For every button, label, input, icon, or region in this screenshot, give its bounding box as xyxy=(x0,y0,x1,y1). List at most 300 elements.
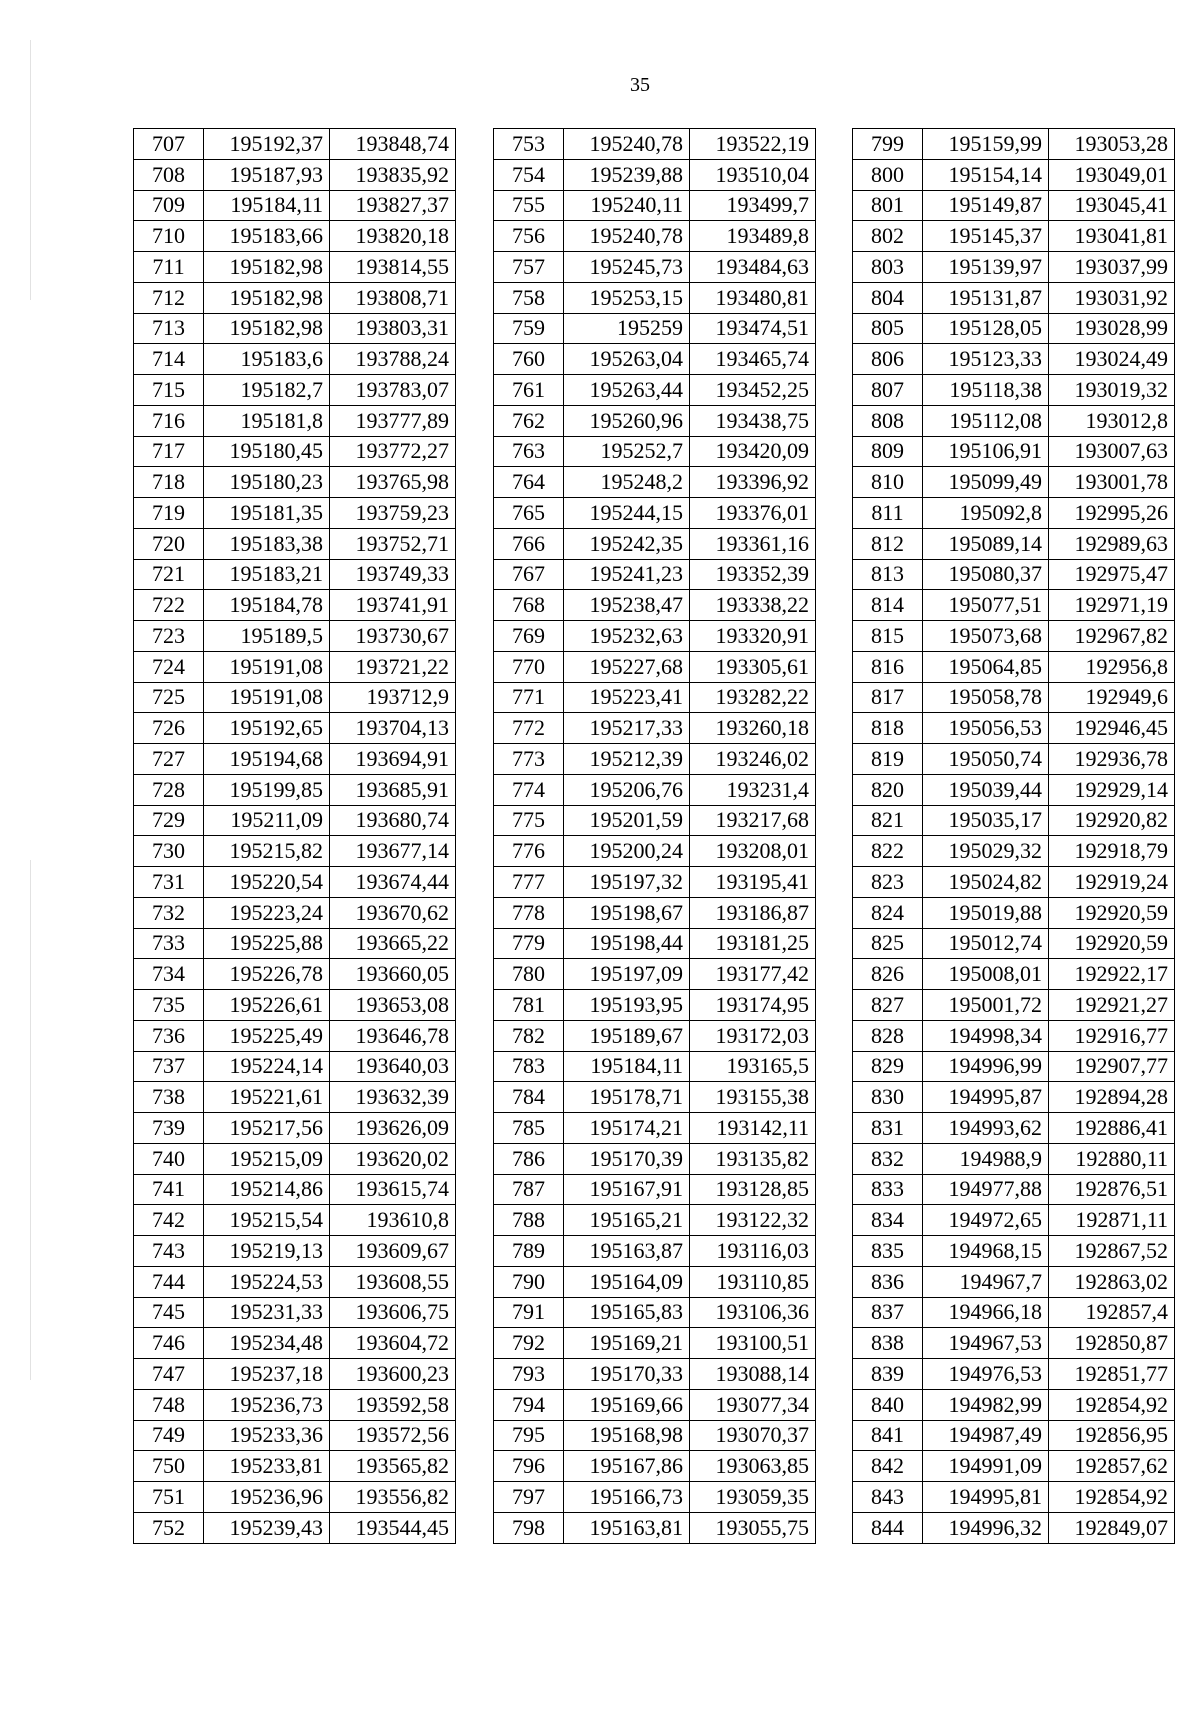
point-number-cell: 718 xyxy=(134,467,204,498)
table-row xyxy=(494,467,816,498)
y-coordinate-cell: 193600,23 xyxy=(330,1359,456,1390)
table-row xyxy=(494,129,816,160)
table-row xyxy=(494,897,816,928)
point-number-cell: 752 xyxy=(134,1512,204,1543)
point-number-cell: 745 xyxy=(134,1297,204,1328)
y-coordinate-cell: 193556,82 xyxy=(330,1482,456,1513)
x-coordinate-cell: 194996,99 xyxy=(923,1051,1049,1082)
point-number-cell: 809 xyxy=(853,436,923,467)
table-row xyxy=(494,559,816,590)
y-coordinate-cell: 192857,4 xyxy=(1049,1297,1175,1328)
table-row xyxy=(134,1082,456,1113)
table-row xyxy=(134,836,456,867)
table-row xyxy=(494,436,816,467)
point-number-cell: 794 xyxy=(494,1389,564,1420)
point-number-cell: 751 xyxy=(134,1482,204,1513)
y-coordinate-cell: 193653,08 xyxy=(330,990,456,1021)
x-coordinate-cell: 195239,88 xyxy=(564,159,690,190)
y-coordinate-cell: 192919,24 xyxy=(1049,867,1175,898)
x-coordinate-cell: 195183,6 xyxy=(204,344,330,375)
point-number-cell: 792 xyxy=(494,1328,564,1359)
table-row xyxy=(853,836,1175,867)
x-coordinate-cell: 195163,87 xyxy=(564,1236,690,1267)
x-coordinate-cell: 195166,73 xyxy=(564,1482,690,1513)
point-number-cell: 810 xyxy=(853,467,923,498)
y-coordinate-cell: 193544,45 xyxy=(330,1512,456,1543)
x-coordinate-cell: 195008,01 xyxy=(923,959,1049,990)
point-number-cell: 802 xyxy=(853,221,923,252)
x-coordinate-cell: 195227,68 xyxy=(564,651,690,682)
point-number-cell: 717 xyxy=(134,436,204,467)
table-row xyxy=(853,375,1175,406)
table-row xyxy=(853,467,1175,498)
x-coordinate-cell: 195154,14 xyxy=(923,159,1049,190)
x-coordinate-cell: 194988,9 xyxy=(923,1143,1049,1174)
point-number-cell: 820 xyxy=(853,774,923,805)
point-number-cell: 784 xyxy=(494,1082,564,1113)
x-coordinate-cell: 195198,44 xyxy=(564,928,690,959)
y-coordinate-cell: 193338,22 xyxy=(690,590,816,621)
x-coordinate-cell: 195050,74 xyxy=(923,744,1049,775)
x-coordinate-cell: 195191,08 xyxy=(204,651,330,682)
point-number-cell: 805 xyxy=(853,313,923,344)
x-coordinate-cell: 194982,99 xyxy=(923,1389,1049,1420)
x-coordinate-cell: 195184,11 xyxy=(564,1051,690,1082)
x-coordinate-cell: 195215,09 xyxy=(204,1143,330,1174)
y-coordinate-cell: 192949,6 xyxy=(1049,682,1175,713)
y-coordinate-cell: 193765,98 xyxy=(330,467,456,498)
y-coordinate-cell: 193592,58 xyxy=(330,1389,456,1420)
x-coordinate-cell: 195240,78 xyxy=(564,129,690,160)
y-coordinate-cell: 193465,74 xyxy=(690,344,816,375)
point-number-cell: 763 xyxy=(494,436,564,467)
x-coordinate-cell: 195233,81 xyxy=(204,1451,330,1482)
x-coordinate-cell: 194976,53 xyxy=(923,1359,1049,1390)
point-number-cell: 771 xyxy=(494,682,564,713)
y-coordinate-cell: 193615,74 xyxy=(330,1174,456,1205)
y-coordinate-cell: 192863,02 xyxy=(1049,1266,1175,1297)
point-number-cell: 813 xyxy=(853,559,923,590)
x-coordinate-cell: 195170,33 xyxy=(564,1359,690,1390)
y-coordinate-cell: 192916,77 xyxy=(1049,1020,1175,1051)
point-number-cell: 800 xyxy=(853,159,923,190)
table-row xyxy=(853,559,1175,590)
table-row xyxy=(494,990,816,1021)
x-coordinate-cell: 195099,49 xyxy=(923,467,1049,498)
table-row xyxy=(134,498,456,529)
x-coordinate-cell: 195167,91 xyxy=(564,1174,690,1205)
point-number-cell: 828 xyxy=(853,1020,923,1051)
y-coordinate-cell: 193396,92 xyxy=(690,467,816,498)
x-coordinate-cell: 195245,73 xyxy=(564,252,690,283)
table-row xyxy=(494,867,816,898)
x-coordinate-cell: 194995,87 xyxy=(923,1082,1049,1113)
point-number-cell: 808 xyxy=(853,405,923,436)
table-row xyxy=(134,313,456,344)
point-number-cell: 824 xyxy=(853,897,923,928)
point-number-cell: 762 xyxy=(494,405,564,436)
table-row xyxy=(134,159,456,190)
x-coordinate-cell: 195191,08 xyxy=(204,682,330,713)
x-coordinate-cell: 195181,35 xyxy=(204,498,330,529)
table-row xyxy=(134,436,456,467)
x-coordinate-cell: 195180,23 xyxy=(204,467,330,498)
table-row xyxy=(853,221,1175,252)
y-coordinate-cell: 192867,52 xyxy=(1049,1236,1175,1267)
point-number-cell: 747 xyxy=(134,1359,204,1390)
table-row xyxy=(134,805,456,836)
y-coordinate-cell: 193305,61 xyxy=(690,651,816,682)
table-row xyxy=(134,129,456,160)
table-row xyxy=(134,190,456,221)
y-coordinate-cell: 193174,95 xyxy=(690,990,816,1021)
point-number-cell: 748 xyxy=(134,1389,204,1420)
y-coordinate-cell: 193721,22 xyxy=(330,651,456,682)
y-coordinate-cell: 193608,55 xyxy=(330,1266,456,1297)
x-coordinate-cell: 195215,82 xyxy=(204,836,330,867)
point-number-cell: 782 xyxy=(494,1020,564,1051)
table-row xyxy=(853,1451,1175,1482)
table-row xyxy=(134,252,456,283)
point-number-cell: 708 xyxy=(134,159,204,190)
table-row xyxy=(853,1082,1175,1113)
point-number-cell: 739 xyxy=(134,1113,204,1144)
point-number-cell: 798 xyxy=(494,1512,564,1543)
table-row xyxy=(494,1266,816,1297)
y-coordinate-cell: 193063,85 xyxy=(690,1451,816,1482)
point-number-cell: 764 xyxy=(494,467,564,498)
table-row xyxy=(134,590,456,621)
x-coordinate-cell: 195184,11 xyxy=(204,190,330,221)
point-number-cell: 774 xyxy=(494,774,564,805)
point-number-cell: 804 xyxy=(853,282,923,313)
table-row xyxy=(494,805,816,836)
table-row xyxy=(134,928,456,959)
table-row xyxy=(134,528,456,559)
x-coordinate-cell: 195039,44 xyxy=(923,774,1049,805)
point-number-cell: 773 xyxy=(494,744,564,775)
x-coordinate-cell: 195236,73 xyxy=(204,1389,330,1420)
table-row xyxy=(853,498,1175,529)
point-number-cell: 756 xyxy=(494,221,564,252)
y-coordinate-cell: 192880,11 xyxy=(1049,1143,1175,1174)
table-row xyxy=(853,1174,1175,1205)
x-coordinate-cell: 195239,43 xyxy=(204,1512,330,1543)
x-coordinate-cell: 194968,15 xyxy=(923,1236,1049,1267)
point-number-cell: 730 xyxy=(134,836,204,867)
x-coordinate-cell: 194966,18 xyxy=(923,1297,1049,1328)
point-number-cell: 801 xyxy=(853,190,923,221)
table-row xyxy=(494,1236,816,1267)
x-coordinate-cell: 195199,85 xyxy=(204,774,330,805)
point-number-cell: 768 xyxy=(494,590,564,621)
x-coordinate-cell: 195197,09 xyxy=(564,959,690,990)
x-coordinate-cell: 195220,54 xyxy=(204,867,330,898)
y-coordinate-cell: 193610,8 xyxy=(330,1205,456,1236)
x-coordinate-cell: 195217,33 xyxy=(564,713,690,744)
point-number-cell: 779 xyxy=(494,928,564,959)
table-row xyxy=(853,1143,1175,1174)
table-row xyxy=(853,713,1175,744)
table-row xyxy=(853,590,1175,621)
x-coordinate-cell: 194991,09 xyxy=(923,1451,1049,1482)
x-coordinate-cell: 195224,14 xyxy=(204,1051,330,1082)
x-coordinate-cell: 195183,38 xyxy=(204,528,330,559)
table-row xyxy=(494,1174,816,1205)
x-coordinate-cell: 195182,98 xyxy=(204,313,330,344)
coordinate-table-1 xyxy=(133,128,456,1544)
point-number-cell: 761 xyxy=(494,375,564,406)
table-row xyxy=(494,774,816,805)
point-number-cell: 729 xyxy=(134,805,204,836)
point-number-cell: 787 xyxy=(494,1174,564,1205)
y-coordinate-cell: 192920,59 xyxy=(1049,897,1175,928)
table-row xyxy=(134,405,456,436)
point-number-cell: 738 xyxy=(134,1082,204,1113)
point-number-cell: 806 xyxy=(853,344,923,375)
table-row xyxy=(494,621,816,652)
table-row xyxy=(134,375,456,406)
point-number-cell: 822 xyxy=(853,836,923,867)
point-number-cell: 826 xyxy=(853,959,923,990)
table-row xyxy=(853,405,1175,436)
point-number-cell: 735 xyxy=(134,990,204,1021)
table-row xyxy=(494,1113,816,1144)
y-coordinate-cell: 193759,23 xyxy=(330,498,456,529)
y-coordinate-cell: 193632,39 xyxy=(330,1082,456,1113)
point-number-cell: 772 xyxy=(494,713,564,744)
y-coordinate-cell: 192921,27 xyxy=(1049,990,1175,1021)
table-row xyxy=(853,528,1175,559)
x-coordinate-cell: 195192,37 xyxy=(204,129,330,160)
y-coordinate-cell: 193814,55 xyxy=(330,252,456,283)
point-number-cell: 713 xyxy=(134,313,204,344)
table-row xyxy=(853,1051,1175,1082)
x-coordinate-cell: 195211,09 xyxy=(204,805,330,836)
y-coordinate-cell: 193609,67 xyxy=(330,1236,456,1267)
y-coordinate-cell: 192956,8 xyxy=(1049,651,1175,682)
x-coordinate-cell: 195064,85 xyxy=(923,651,1049,682)
table-row xyxy=(853,129,1175,160)
table-row xyxy=(853,282,1175,313)
page-number: 35 xyxy=(630,74,650,96)
table-row xyxy=(134,1143,456,1174)
point-number-cell: 720 xyxy=(134,528,204,559)
table-row xyxy=(853,1420,1175,1451)
y-coordinate-cell: 193155,38 xyxy=(690,1082,816,1113)
x-coordinate-cell: 195181,8 xyxy=(204,405,330,436)
point-number-cell: 750 xyxy=(134,1451,204,1482)
table-row xyxy=(494,528,816,559)
x-coordinate-cell: 195169,66 xyxy=(564,1389,690,1420)
x-coordinate-cell: 195263,04 xyxy=(564,344,690,375)
y-coordinate-cell: 192850,87 xyxy=(1049,1328,1175,1359)
y-coordinate-cell: 193186,87 xyxy=(690,897,816,928)
y-coordinate-cell: 193195,41 xyxy=(690,867,816,898)
point-number-cell: 838 xyxy=(853,1328,923,1359)
x-coordinate-cell: 195182,98 xyxy=(204,282,330,313)
table-row xyxy=(494,1297,816,1328)
point-number-cell: 790 xyxy=(494,1266,564,1297)
point-number-cell: 711 xyxy=(134,252,204,283)
x-coordinate-cell: 194993,62 xyxy=(923,1113,1049,1144)
y-coordinate-cell: 193438,75 xyxy=(690,405,816,436)
x-coordinate-cell: 195226,61 xyxy=(204,990,330,1021)
x-coordinate-cell: 194998,34 xyxy=(923,1020,1049,1051)
y-coordinate-cell: 193835,92 xyxy=(330,159,456,190)
y-coordinate-cell: 193777,89 xyxy=(330,405,456,436)
x-coordinate-cell: 195182,7 xyxy=(204,375,330,406)
table-row xyxy=(494,1451,816,1482)
point-number-cell: 815 xyxy=(853,621,923,652)
x-coordinate-cell: 195241,23 xyxy=(564,559,690,590)
y-coordinate-cell: 193019,32 xyxy=(1049,375,1175,406)
y-coordinate-cell: 192936,78 xyxy=(1049,744,1175,775)
y-coordinate-cell: 193053,28 xyxy=(1049,129,1175,160)
point-number-cell: 781 xyxy=(494,990,564,1021)
x-coordinate-cell: 195092,8 xyxy=(923,498,1049,529)
point-number-cell: 842 xyxy=(853,1451,923,1482)
x-coordinate-cell: 195263,44 xyxy=(564,375,690,406)
x-coordinate-cell: 195168,98 xyxy=(564,1420,690,1451)
table-row xyxy=(853,651,1175,682)
y-coordinate-cell: 192922,17 xyxy=(1049,959,1175,990)
point-number-cell: 759 xyxy=(494,313,564,344)
point-number-cell: 722 xyxy=(134,590,204,621)
x-coordinate-cell: 195224,53 xyxy=(204,1266,330,1297)
table-row xyxy=(134,344,456,375)
point-number-cell: 777 xyxy=(494,867,564,898)
y-coordinate-cell: 193320,91 xyxy=(690,621,816,652)
y-coordinate-cell: 193041,81 xyxy=(1049,221,1175,252)
x-coordinate-cell: 195240,78 xyxy=(564,221,690,252)
point-number-cell: 829 xyxy=(853,1051,923,1082)
table-row xyxy=(134,1297,456,1328)
table-row xyxy=(494,375,816,406)
x-coordinate-cell: 195189,5 xyxy=(204,621,330,652)
y-coordinate-cell: 193217,68 xyxy=(690,805,816,836)
y-coordinate-cell: 193172,03 xyxy=(690,1020,816,1051)
x-coordinate-cell: 195183,66 xyxy=(204,221,330,252)
y-coordinate-cell: 193088,14 xyxy=(690,1359,816,1390)
table-row xyxy=(134,1236,456,1267)
table-row xyxy=(494,1359,816,1390)
x-coordinate-cell: 195149,87 xyxy=(923,190,1049,221)
y-coordinate-cell: 193376,01 xyxy=(690,498,816,529)
point-number-cell: 714 xyxy=(134,344,204,375)
x-coordinate-cell: 195029,32 xyxy=(923,836,1049,867)
table-row xyxy=(134,1051,456,1082)
y-coordinate-cell: 193741,91 xyxy=(330,590,456,621)
table-row xyxy=(134,221,456,252)
point-number-cell: 707 xyxy=(134,129,204,160)
table-row xyxy=(494,344,816,375)
table-row xyxy=(134,713,456,744)
table-row xyxy=(494,498,816,529)
y-coordinate-cell: 193110,85 xyxy=(690,1266,816,1297)
table-row xyxy=(494,313,816,344)
table-row xyxy=(494,713,816,744)
point-number-cell: 835 xyxy=(853,1236,923,1267)
y-coordinate-cell: 193670,62 xyxy=(330,897,456,928)
y-coordinate-cell: 192920,82 xyxy=(1049,805,1175,836)
table-row xyxy=(494,1482,816,1513)
y-coordinate-cell: 193704,13 xyxy=(330,713,456,744)
table-row xyxy=(494,221,816,252)
x-coordinate-cell: 195252,7 xyxy=(564,436,690,467)
x-coordinate-cell: 195118,38 xyxy=(923,375,1049,406)
table-row xyxy=(134,774,456,805)
point-number-cell: 817 xyxy=(853,682,923,713)
point-number-cell: 753 xyxy=(494,129,564,160)
table-row xyxy=(494,159,816,190)
point-number-cell: 831 xyxy=(853,1113,923,1144)
x-coordinate-cell: 195139,97 xyxy=(923,252,1049,283)
table-row xyxy=(853,1482,1175,1513)
y-coordinate-cell: 192894,28 xyxy=(1049,1082,1175,1113)
y-coordinate-cell: 193620,02 xyxy=(330,1143,456,1174)
point-number-cell: 723 xyxy=(134,621,204,652)
x-coordinate-cell: 195001,72 xyxy=(923,990,1049,1021)
point-number-cell: 760 xyxy=(494,344,564,375)
point-number-cell: 816 xyxy=(853,651,923,682)
y-coordinate-cell: 193045,41 xyxy=(1049,190,1175,221)
x-coordinate-cell: 195106,91 xyxy=(923,436,1049,467)
y-coordinate-cell: 192857,62 xyxy=(1049,1451,1175,1482)
x-coordinate-cell: 195163,81 xyxy=(564,1512,690,1543)
x-coordinate-cell: 195240,11 xyxy=(564,190,690,221)
point-number-cell: 728 xyxy=(134,774,204,805)
point-number-cell: 741 xyxy=(134,1174,204,1205)
table-row xyxy=(134,990,456,1021)
point-number-cell: 719 xyxy=(134,498,204,529)
point-number-cell: 740 xyxy=(134,1143,204,1174)
y-coordinate-cell: 193031,92 xyxy=(1049,282,1175,313)
table-row xyxy=(853,1297,1175,1328)
point-number-cell: 796 xyxy=(494,1451,564,1482)
x-coordinate-cell: 195035,17 xyxy=(923,805,1049,836)
point-number-cell: 709 xyxy=(134,190,204,221)
y-coordinate-cell: 193489,8 xyxy=(690,221,816,252)
table-row xyxy=(134,1359,456,1390)
y-coordinate-cell: 193694,91 xyxy=(330,744,456,775)
point-number-cell: 807 xyxy=(853,375,923,406)
y-coordinate-cell: 192946,45 xyxy=(1049,713,1175,744)
x-coordinate-cell: 195112,08 xyxy=(923,405,1049,436)
y-coordinate-cell: 193820,18 xyxy=(330,221,456,252)
point-number-cell: 731 xyxy=(134,867,204,898)
y-coordinate-cell: 193352,39 xyxy=(690,559,816,590)
table-row xyxy=(494,959,816,990)
table-row xyxy=(853,867,1175,898)
y-coordinate-cell: 193260,18 xyxy=(690,713,816,744)
x-coordinate-cell: 195182,98 xyxy=(204,252,330,283)
point-number-cell: 833 xyxy=(853,1174,923,1205)
x-coordinate-cell: 195170,39 xyxy=(564,1143,690,1174)
point-number-cell: 742 xyxy=(134,1205,204,1236)
table-row xyxy=(134,1328,456,1359)
point-number-cell: 775 xyxy=(494,805,564,836)
x-coordinate-cell: 195214,86 xyxy=(204,1174,330,1205)
y-coordinate-cell: 193128,85 xyxy=(690,1174,816,1205)
x-coordinate-cell: 195012,74 xyxy=(923,928,1049,959)
point-number-cell: 795 xyxy=(494,1420,564,1451)
y-coordinate-cell: 193772,27 xyxy=(330,436,456,467)
y-coordinate-cell: 193208,01 xyxy=(690,836,816,867)
x-coordinate-cell: 195215,54 xyxy=(204,1205,330,1236)
y-coordinate-cell: 193181,25 xyxy=(690,928,816,959)
y-coordinate-cell: 193165,5 xyxy=(690,1051,816,1082)
